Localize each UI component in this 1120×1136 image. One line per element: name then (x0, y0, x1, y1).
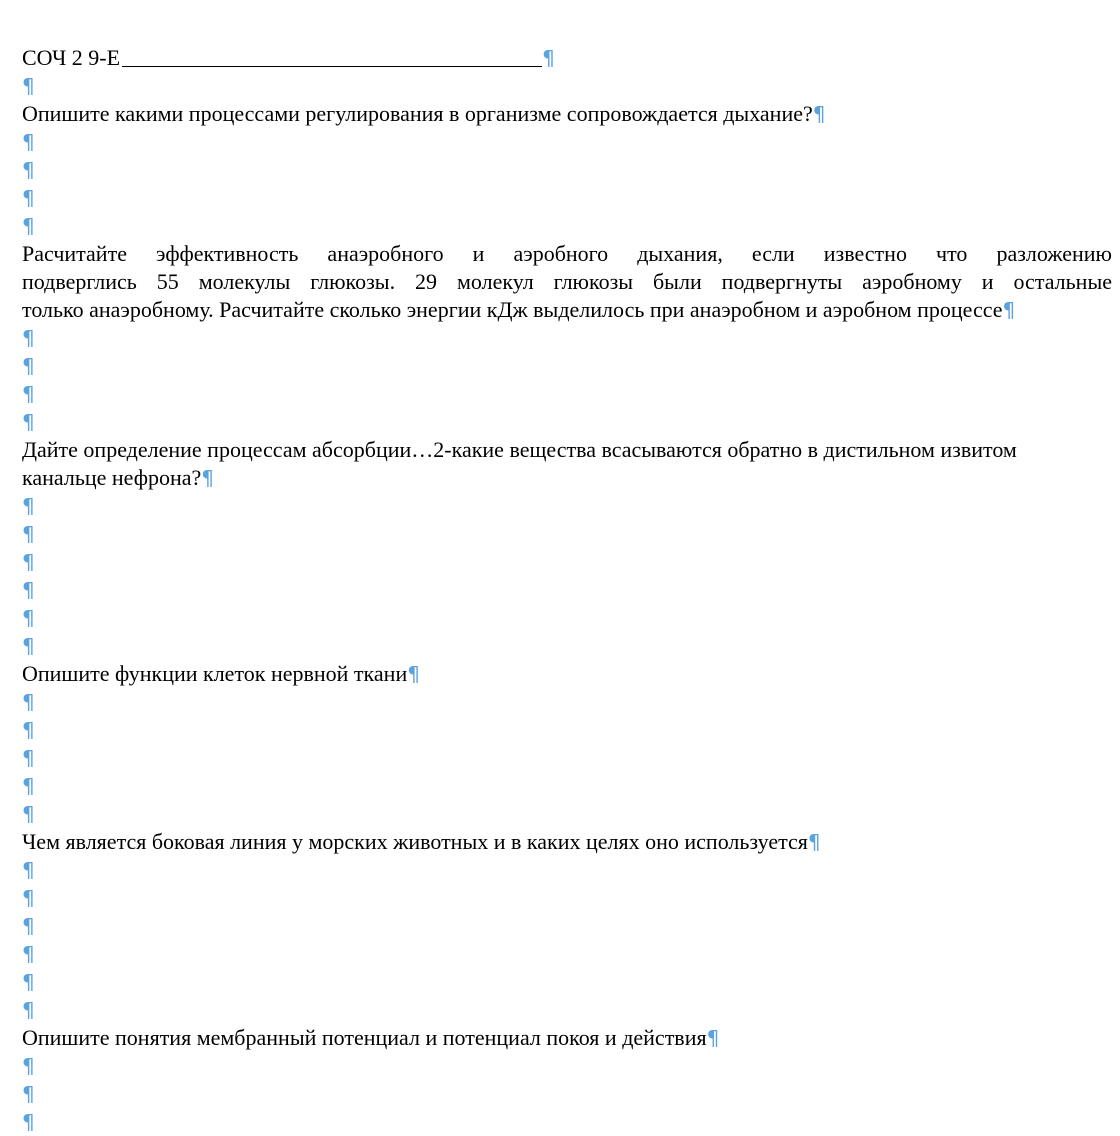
empty-paragraph (22, 324, 1112, 352)
pilcrow-icon: ¶ (22, 886, 35, 910)
pilcrow-icon: ¶ (22, 578, 35, 602)
empty-paragraph (22, 968, 1112, 996)
pilcrow-icon: ¶ (22, 718, 35, 742)
pilcrow-icon: ¶ (22, 746, 35, 770)
pilcrow-icon: ¶ (22, 326, 35, 350)
pilcrow-icon: ¶ (22, 1110, 35, 1134)
empty-paragraph (22, 604, 1112, 632)
pilcrow-icon: ¶ (22, 382, 35, 406)
pilcrow-icon: ¶ (22, 942, 35, 966)
empty-paragraph (22, 72, 1112, 100)
empty-paragraph (22, 380, 1112, 408)
empty-paragraph (22, 940, 1112, 968)
pilcrow-icon: ¶ (22, 522, 35, 546)
question-1 (22, 100, 1112, 128)
doc-title-line (22, 44, 1112, 72)
empty-paragraph (22, 772, 1112, 800)
pilcrow-icon: ¶ (542, 46, 555, 70)
empty-paragraph (22, 184, 1112, 212)
empty-paragraph (22, 1052, 1112, 1080)
question-2-line-1 (22, 240, 1112, 268)
question-2-line-2 (22, 268, 1112, 296)
pilcrow-icon: ¶ (22, 1054, 35, 1078)
pilcrow-icon: ¶ (22, 634, 35, 658)
document-page (22, 44, 1112, 1136)
doc-title: СОЧ 2 9-Е (22, 45, 121, 70)
question-4 (22, 660, 1112, 688)
pilcrow-icon: ¶ (22, 858, 35, 882)
question-3-line-2-text: канальце нефрона? (22, 465, 202, 490)
pilcrow-icon: ¶ (22, 130, 35, 154)
pilcrow-icon: ¶ (22, 550, 35, 574)
empty-paragraph (22, 128, 1112, 156)
pilcrow-icon: ¶ (22, 690, 35, 714)
question-3-line-2 (22, 464, 1112, 492)
name-blank-underline (122, 46, 542, 67)
pilcrow-icon: ¶ (22, 494, 35, 518)
pilcrow-icon: ¶ (706, 1026, 720, 1050)
question-6-text: Опишите понятия мембранный потенциал и потенциал покоя и действия (22, 1025, 707, 1050)
pilcrow-icon: ¶ (22, 606, 35, 630)
pilcrow-icon: ¶ (22, 774, 35, 798)
empty-paragraph (22, 576, 1112, 604)
empty-paragraph (22, 884, 1112, 912)
empty-paragraph (22, 548, 1112, 576)
pilcrow-icon: ¶ (812, 102, 826, 126)
question-2-line-1-text: Расчитайте эффективность анаэробного и аэробного дыхания, если известно что разложению (22, 241, 1112, 266)
pilcrow-icon: ¶ (22, 970, 35, 994)
pilcrow-icon: ¶ (407, 662, 420, 686)
question-1-text: Опишите какими процессами регулирования в организме сопровождается дыхание? (22, 101, 813, 126)
empty-paragraph (22, 744, 1112, 772)
question-3-line-1 (22, 436, 1112, 464)
pilcrow-icon: ¶ (22, 914, 35, 938)
pilcrow-icon: ¶ (22, 354, 35, 378)
pilcrow-icon: ¶ (22, 998, 35, 1022)
empty-paragraph (22, 156, 1112, 184)
empty-paragraph (22, 688, 1112, 716)
empty-paragraph (22, 408, 1112, 436)
question-5 (22, 828, 1112, 856)
pilcrow-icon: ¶ (22, 158, 35, 182)
pilcrow-icon: ¶ (22, 802, 35, 826)
pilcrow-icon: ¶ (22, 1082, 35, 1106)
empty-paragraph (22, 520, 1112, 548)
empty-paragraph (22, 1080, 1112, 1108)
question-2-line-3 (22, 296, 1112, 324)
question-3-line-1-text: Дайте определение процессам абсорбции…2-какие вещества всасываются обратно в дистильном извитом (22, 437, 1017, 462)
empty-paragraph (22, 716, 1112, 744)
empty-paragraph (22, 492, 1112, 520)
pilcrow-icon: ¶ (22, 214, 35, 238)
question-2-line-2-text: подверглись 55 молекулы глюкозы. 29 молекул глюкозы были подвергнуты аэробному и остальные (22, 269, 1112, 294)
empty-paragraph (22, 856, 1112, 884)
empty-paragraph (22, 800, 1112, 828)
question-5-text: Чем является боковая линия у морских животных и в каких целях оно используется (22, 829, 808, 854)
pilcrow-icon: ¶ (201, 466, 214, 490)
empty-paragraph (22, 912, 1112, 940)
empty-paragraph (22, 632, 1112, 660)
pilcrow-icon: ¶ (807, 830, 821, 854)
question-2-line-3-text: только анаэробному. Расчитайте сколько энергии кДж выделилось при анаэробном и аэробном процессе (22, 297, 1003, 322)
pilcrow-icon: ¶ (22, 186, 35, 210)
empty-paragraph (22, 996, 1112, 1024)
empty-paragraph (22, 352, 1112, 380)
pilcrow-icon: ¶ (22, 74, 35, 98)
question-6 (22, 1024, 1112, 1052)
pilcrow-icon: ¶ (22, 410, 35, 434)
empty-paragraph (22, 212, 1112, 240)
question-4-text: Опишите функции клеток нервной ткани (22, 661, 408, 686)
empty-paragraph (22, 1108, 1112, 1136)
pilcrow-icon: ¶ (1002, 298, 1016, 322)
